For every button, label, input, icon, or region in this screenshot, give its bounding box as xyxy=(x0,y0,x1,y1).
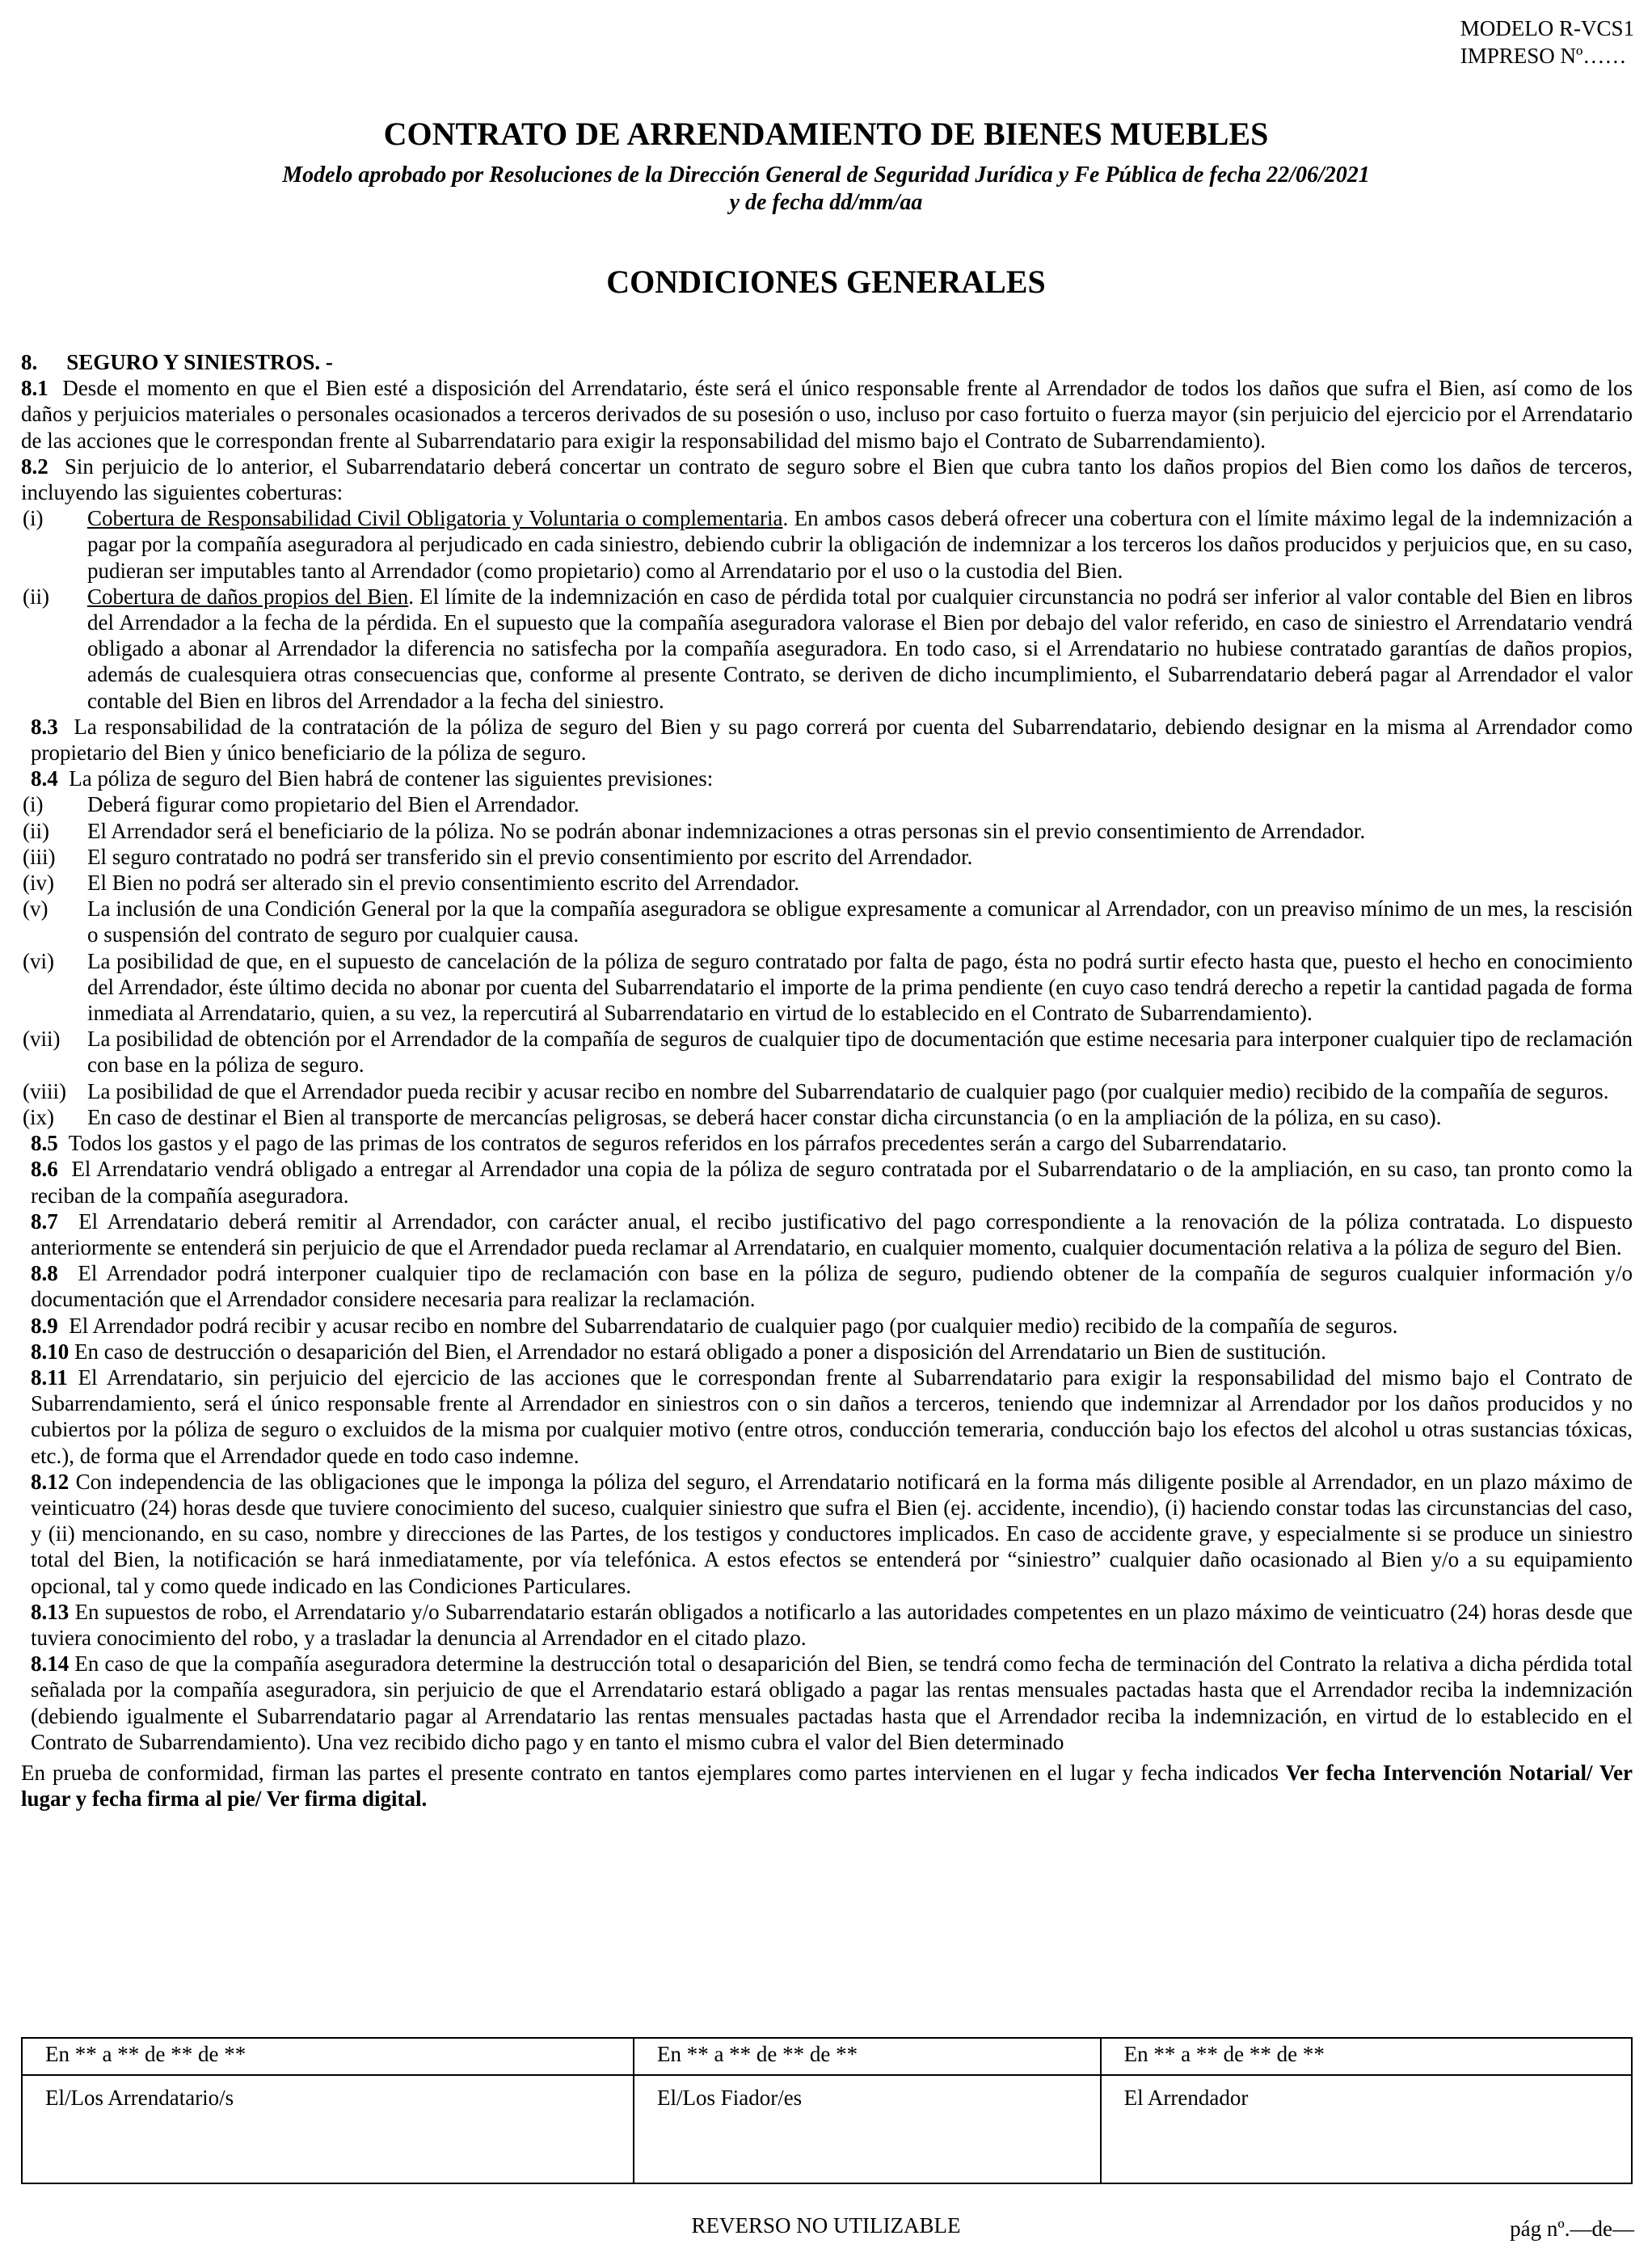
clause-text: Con independencia de las obligaciones que le imponga la póliza del seguro, el Arrendatario notificará en la forma más diligente posible al Arrendador, en un plazo máximo de veinticuatro (24) horas desde que tuviere conocimiento del suceso, cualquier siniestro que sufra el Bien (ej. accidente, incendio), (i) haciendo constar todas las circunstancias del caso, y (ii) mencionando, en su caso, nombre y direcciones de las Partes, de los testigos y conductores implicados. En caso de accidente grave, y especialmente si se produce un siniestro total del Bien, la notificación se hará inmediatamente, por vía telefónica. A estos efectos se entenderá por “siniestro” cualquier daño ocasionado al Bien y/o a su equipamiento opcional, tal y como quede indicado en las Condiciones Particulares. xyxy=(31,1469,1633,1598)
section-heading: CONDICIONES GENERALES xyxy=(606,264,1046,300)
item-text: Deberá figurar como propietario del Bien el Arrendador. xyxy=(87,792,579,817)
clause-number: 8.14 xyxy=(31,1651,70,1677)
clause-text: La póliza de seguro del Bien habrá de contener las siguientes previsiones: xyxy=(69,766,714,791)
clause-8-14 xyxy=(21,1651,1633,1755)
signature-place-date: En ** a ** de ** de ** xyxy=(634,2038,1101,2075)
provision-item xyxy=(21,1104,1633,1130)
item-numeral: (vi) xyxy=(23,948,54,973)
coverage-item xyxy=(21,584,1633,714)
item-numeral: (ii) xyxy=(23,584,49,609)
signature-place-date: En ** a ** de ** de ** xyxy=(1101,2038,1632,2075)
item-text: El Arrendador será el beneficiario de la póliza. No se podrán abonar indemnizaciones a otras personas sin el previo consentimiento de Arrendador. xyxy=(87,818,1366,843)
clause-8-13 xyxy=(21,1599,1633,1651)
clause-text: Todos los gastos y el pago de las primas de los contratos de seguros referidos en los párrafos precedentes serán a cargo del Subarrendatario. xyxy=(68,1131,1287,1156)
item-numeral: (iv) xyxy=(23,871,54,896)
clause-number: 8.5 xyxy=(31,1131,58,1156)
clause-text: El Arrendatario vendrá obligado a entregar al Arrendador una copia de la póliza de seguro contratada por el Subarrendatario o de la ampliación, en su caso, tan pronto como la reciban de la compañía aseguradora. xyxy=(31,1157,1633,1208)
clause-number: 8.12 xyxy=(31,1469,70,1494)
clause-text: En caso de que la compañía aseguradora determine la destrucción total o desaparición del Bien, se tendrá como fecha de terminación del Contrato la relativa a dicha pérdida total señalada por la compañía aseguradora, sin perjuicio de que el Arrendatario estará obligado a pagar las rentas mensuales pactadas hasta que el Arrendador reciba la indemnización (debiendo igualmente el Subarrendatario pagar al Arrendatario las rentas mensuales pactadas hasta que el Arrendador reciba la indemnización, en virtud de lo establecido en el Contrato de Subarrendamiento). Una vez recibido dicho pago y en tanto el mismo cubra el valor del Bien determinado xyxy=(31,1651,1633,1754)
provision-item xyxy=(21,896,1633,947)
clause-number: 8.2 xyxy=(21,453,48,479)
clause-number: 8.1 xyxy=(21,376,48,401)
clause-text: El Arrendatario, sin perjuicio del ejercicio de las acciones que le correspondan frente al Subarrendatario para exigir la responsabilidad del mismo bajo el Contrato de Subarrendamiento, será el único responsable frente al Arrendador en siniestros con o sin daños a terceros, teniendo que indemnizar al Arrendador por los daños producidos y no cubiertos por la póliza de seguro o excluidos de la misma por cualquier motivo (entre otros, conducción temeraria, conducción bajo los efectos del alcohol u otras sustancias tóxicas, etc.), de forma que el Arrendador quede en todo caso indemne. xyxy=(31,1365,1633,1468)
clause-8-11 xyxy=(21,1365,1633,1469)
clause-number: 8.3 xyxy=(31,714,58,739)
footer-notice: REVERSO NO UTILIZABLE xyxy=(691,2213,961,2238)
clause-number: 8.8 xyxy=(31,1261,58,1286)
item-text: La posibilidad de obtención por el Arrendador de la compañía de seguros de cualquier tipo de documentación que estime necesaria para interponer cualquier tipo de reclamación con base en la póliza de seguro. xyxy=(87,1027,1633,1078)
item-text: El Bien no podrá ser alterado sin el previo consentimiento escrito del Arrendador. xyxy=(87,871,799,896)
provision-item xyxy=(21,1078,1633,1104)
item-text: La posibilidad de que el Arrendador pueda recibir y acusar recibo en nombre del Subarrendatario de cualquier pago (por cualquier medio) recibido de la compañía de seguros. xyxy=(87,1078,1609,1103)
clause-text: El Arrendatario deberá remitir al Arrendador, con carácter anual, el recibo justificativo del pago correspondiente a la renovación de la póliza contratada. Lo dispuesto anteriormente se entenderá sin perjuicio de que el Arrendador pueda reclamar al Arrendatario, en cualquier momento, cualquier documentación relativa a la póliza de seguro del Bien. xyxy=(31,1208,1633,1259)
clause-8-4 xyxy=(21,766,1633,791)
clause-text: El Arrendador podrá recibir y acusar recibo en nombre del Subarrendatario de cualquier pago (por cualquier medio) recibido de la compañía de seguros. xyxy=(69,1313,1398,1338)
clause-text: Sin perjuicio de lo anterior, el Subarrendatario deberá concertar un contrato de seguro sobre el Bien que cubra tanto los daños propios del Bien como los daños de terceros, incluyendo las siguientes coberturas: xyxy=(21,453,1633,505)
clause-number: 8.11 xyxy=(31,1365,68,1390)
item-numeral: (ix) xyxy=(23,1104,54,1129)
provision-item xyxy=(21,870,1633,896)
closing-statement xyxy=(21,1760,1633,1812)
item-numeral: (i) xyxy=(23,506,44,531)
clause-number: 8.4 xyxy=(31,766,58,791)
signature-place-date: En ** a ** de ** de ** xyxy=(22,2038,634,2075)
closing-text: En prueba de conformidad, firman las partes el presente contrato en tantos ejemplares como partes intervienen en el lugar y fecha indicados xyxy=(21,1760,1286,1785)
coverage-title: Cobertura de daños propios del Bien xyxy=(87,584,409,609)
document-subtitle xyxy=(0,162,1652,217)
clause-8-heading xyxy=(21,349,1633,375)
coverage-item xyxy=(21,505,1633,584)
clause-8-2 xyxy=(21,453,1633,505)
clause-number: 8.7 xyxy=(31,1208,58,1234)
clause-8-3 xyxy=(21,714,1633,766)
clause-text: El Arrendador podrá interponer cualquier tipo de reclamación con base en la póliza de seguro, pudiendo obtener de la compañía de seguros cualquier información y/o documentación que el Arrendador considere necesaria para realizar la reclamación. xyxy=(31,1261,1633,1312)
document-title: CONTRATO DE ARRENDAMIENTO DE BIENES MUEBLES xyxy=(383,116,1269,152)
clause-text: La responsabilidad de la contratación de la póliza de seguro del Bien y su pago correrá por cuenta del Subarrendatario, debiendo designar en la misma al Arrendador como propietario del Bien y único beneficiario de la póliza de seguro. xyxy=(31,714,1633,766)
item-numeral: (v) xyxy=(23,896,48,922)
closing-reference: Ver fecha Intervención Notarial/ Ver lugar y fecha firma al pie/ Ver firma digital. xyxy=(21,1760,1633,1812)
item-text: En caso de destinar el Bien al transporte de mercancías peligrosas, se deberá hacer constar dicha circunstancia (o en la ampliación de la póliza, en su caso). xyxy=(87,1104,1442,1129)
clause-8-9 xyxy=(21,1313,1633,1339)
clause-8-7 xyxy=(21,1208,1633,1260)
item-numeral: (i) xyxy=(23,792,44,817)
clauses-body xyxy=(21,349,1633,1812)
item-numeral: (viii) xyxy=(23,1078,66,1103)
printed-number: IMPRESO Nº…… xyxy=(1460,44,1627,68)
clause-text: En caso de destrucción o desaparición del Bien, el Arrendador no estará obligado a poner a disposición del Arrendatario un Bien de sustitución. xyxy=(74,1339,1327,1364)
clause-number: 8. xyxy=(21,350,38,374)
provision-item xyxy=(21,844,1633,870)
clause-text: Desde el momento en que el Bien esté a disposición del Arrendatario, éste será el único responsable frente al Arrendador de todos los daños que sufra el Bien, así como de los daños y perjuicios materiales o personales ocasionados a terceros derivados de su posesión o uso, incluso por caso fortuito o fuerza mayor (sin perjuicio del ejercicio por el Arrendatario de las acciones que le correspondan frente al Subarrendatario para exigir la responsabilidad del mismo bajo el Contrato de Subarrendamiento). xyxy=(21,376,1633,453)
clause-8-8 xyxy=(21,1260,1633,1312)
clause-8-1 xyxy=(21,375,1633,453)
provision-item xyxy=(21,1026,1633,1078)
subtitle-line-2: y de fecha dd/mm/aa xyxy=(729,190,923,215)
provision-item xyxy=(21,791,1633,817)
clause-number: 8.10 xyxy=(31,1339,70,1364)
clause-number: 8.9 xyxy=(31,1313,58,1338)
item-numeral: (iii) xyxy=(23,844,56,869)
page-number: pág nº.—de— xyxy=(1510,2217,1634,2241)
clause-8-6 xyxy=(21,1156,1633,1208)
signature-box-lessor[interactable]: El Arrendador xyxy=(1101,2075,1632,2183)
clause-title: SEGURO Y SINIESTROS. - xyxy=(66,350,333,374)
item-numeral: (vii) xyxy=(23,1027,61,1052)
coverage-title: Cobertura de Responsabilidad Civil Obligatoria y Voluntaria o complementaria xyxy=(87,506,783,531)
item-text: La posibilidad de que, en el supuesto de cancelación de la póliza de seguro contratado por falta de pago, ésta no podrá surtir efecto hasta que, puesto el hecho en conocimiento del Arrendador, éste último decida no abonar por cuenta del Subarrendatario el importe de la prima pendiente (en cuyo caso tendrá derecho a repetir la cantidad pagada de forma inmediata al Arrendatario, quien, a su vez, la repercutirá al Subarrendatario en virtud de lo establecido en el Contrato de Subarrendamiento). xyxy=(87,948,1633,1026)
clause-number: 8.13 xyxy=(31,1599,70,1624)
signature-table xyxy=(21,2037,1633,2184)
clause-8-10 xyxy=(21,1339,1633,1365)
clause-number: 8.6 xyxy=(31,1157,58,1182)
model-code: MODELO R-VCS1 xyxy=(1460,16,1634,40)
item-text: . El límite de la indemnización en caso de pérdida total por cualquier circunstancia no podrá ser inferior al valor contable del Bien en libros del Arrendador a la fecha de la pérdida. En el supuesto que la compañía aseguradora valorase el Bien por debajo del valor referido, en caso de siniestro el Arrendatario vendrá obligado a abonar al Arrendador la diferencia no satisfecha por la compañía aseguradora. En todo caso, si el Arrendatario no hubiese contratado garantías de daños propios, además de cualesquiera otras consecuencias que, conforme al presente Contrato, se deriven de dicho incumplimiento, el Subarrendatario deberá pagar al Arrendador el valor contable del Bien en libros del Arrendador a la fecha del siniestro. xyxy=(87,584,1633,713)
item-text: . En ambos casos deberá ofrecer una cobertura con el límite máximo legal de la indemnización a pagar por la compañía aseguradora al perjudicado en cada siniestro, debiendo cubrir la obligación de indemnizar a los terceros los daños producidos y perjuicios que, en su caso, pudieran ser imputables tanto al Arrendador (como propietario) como al Arrendatario por el uso o la custodia del Bien. xyxy=(87,506,1633,583)
provision-item xyxy=(21,948,1633,1027)
signature-box-lessee[interactable]: El/Los Arrendatario/s xyxy=(22,2075,634,2183)
item-text: El seguro contratado no podrá ser transferido sin el previo consentimiento por escrito del Arrendador. xyxy=(87,844,973,869)
item-text: La inclusión de una Condición General por la que la compañía aseguradora se obligue expresamente a comunicar al Arrendador, con un preaviso mínimo de un mes, la rescisión o suspensión del contrato de seguro por cualquier causa. xyxy=(87,896,1633,947)
clause-8-5 xyxy=(21,1130,1633,1156)
clause-8-12 xyxy=(21,1469,1633,1599)
item-numeral: (ii) xyxy=(23,818,49,843)
subtitle-line-1: Modelo aprobado por Resoluciones de la Dirección General de Seguridad Jurídica y Fe Pública de fecha 22/06/2021 xyxy=(282,162,1370,188)
model-identifier xyxy=(1460,15,1634,70)
provision-item xyxy=(21,818,1633,844)
clause-text: En supuestos de robo, el Arrendatario y/o Subarrendatario estarán obligados a notificarlo a las autoridades competentes en un plazo máximo de veinticuatro (24) horas desde que tuviera conocimiento del robo, y a trasladar la denuncia al Arrendador en el citado plazo. xyxy=(31,1599,1633,1650)
signature-box-guarantor[interactable]: El/Los Fiador/es xyxy=(634,2075,1101,2183)
